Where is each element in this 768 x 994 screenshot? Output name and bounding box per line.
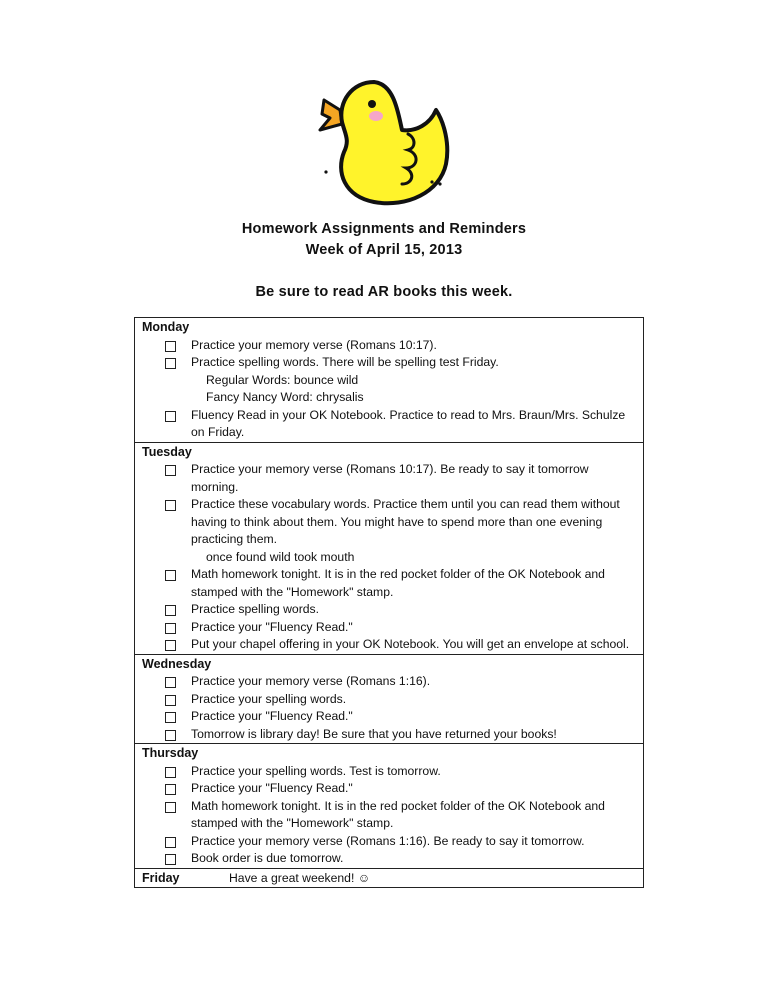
checkbox-icon[interactable] (165, 341, 176, 352)
day-label: Thursday (142, 746, 199, 760)
day-label: Wednesday (142, 656, 212, 671)
list-item: Practice your memory verse (Romans 10:17). (142, 337, 639, 355)
list-item: Math homework tonight. It is in the red pocket folder of the OK Notebook and stamped with the "Homework" stamp. (142, 798, 639, 833)
reading-reminder: Be sure to read AR books this week. (255, 284, 513, 300)
list-item: Practice spelling words. (142, 601, 639, 619)
duck-illustration (312, 72, 462, 212)
checkbox-icon[interactable] (165, 695, 176, 706)
friday-note: Have a great weekend! ☺ (229, 870, 371, 885)
checkbox-icon[interactable] (165, 677, 176, 688)
list-item: Tomorrow is library day! Be sure that you have returned your books! (142, 726, 639, 744)
checkbox-icon[interactable] (165, 784, 176, 795)
day-label: Monday (142, 320, 190, 334)
list-item: Practice your "Fluency Read." (142, 708, 639, 726)
checkbox-icon[interactable] (165, 837, 176, 848)
list-item: Practice your memory verse (Romans 1:16). (142, 673, 639, 691)
checkbox-icon[interactable] (165, 640, 176, 651)
checkbox-icon[interactable] (165, 623, 176, 634)
homework-table (134, 317, 644, 888)
list-item: Practice your memory verse (Romans 10:17). Be ready to say it tomorrow morning. (142, 461, 639, 496)
day-tuesday (135, 442, 643, 654)
checkbox-icon[interactable] (165, 358, 176, 369)
list-item: Math homework tonight. It is in the red pocket folder of the OK Notebook and stamped with the "Homework" stamp. (142, 566, 639, 601)
list-item: Practice your spelling words. (142, 691, 639, 709)
week-subtitle: Week of April 15, 2013 (305, 242, 463, 258)
checkbox-icon[interactable] (165, 570, 176, 581)
list-item: Practice your memory verse (Romans 1:16). Be ready to say it tomorrow. (142, 833, 639, 851)
day-monday (135, 318, 643, 442)
page-title: Homework Assignments and Reminders (241, 221, 527, 237)
list-item: Practice spelling words. There will be spelling test Friday. (142, 354, 639, 372)
list-item: Fluency Read in your OK Notebook. Practice to read to Mrs. Braun/Mrs. Schulze on Friday. (142, 407, 639, 442)
checkbox-icon[interactable] (165, 712, 176, 723)
checkbox-icon[interactable] (165, 500, 176, 511)
checkbox-icon[interactable] (165, 465, 176, 476)
list-item: Practice your spelling words. Test is tomorrow. (142, 763, 639, 781)
list-item: Book order is due tomorrow. (142, 850, 639, 868)
day-friday (135, 868, 643, 888)
vocabulary-words: once found wild took mouth (206, 549, 355, 564)
checkbox-icon[interactable] (165, 605, 176, 616)
checkbox-icon[interactable] (165, 730, 176, 741)
day-thursday (135, 743, 643, 868)
checkbox-icon[interactable] (165, 802, 176, 813)
list-item: Practice your "Fluency Read." (142, 780, 639, 798)
list-item: Practice your "Fluency Read." (142, 619, 639, 637)
list-item: Practice these vocabulary words. Practice them until you can read them without having to think about them. You might have to spend more than one evening practicing them. (142, 496, 639, 549)
list-item: Put your chapel offering in your OK Notebook. You will get an envelope at school. (142, 636, 639, 654)
spelling-fancy-word: Fancy Nancy Word: chrysalis (206, 390, 364, 404)
day-label: Tuesday (142, 444, 192, 459)
checkbox-icon[interactable] (165, 767, 176, 778)
day-wednesday (135, 654, 643, 744)
spelling-regular-words: Regular Words: bounce wild (206, 372, 359, 387)
day-label: Friday (142, 870, 180, 885)
checkbox-icon[interactable] (165, 854, 176, 865)
checkbox-icon[interactable] (165, 411, 176, 422)
